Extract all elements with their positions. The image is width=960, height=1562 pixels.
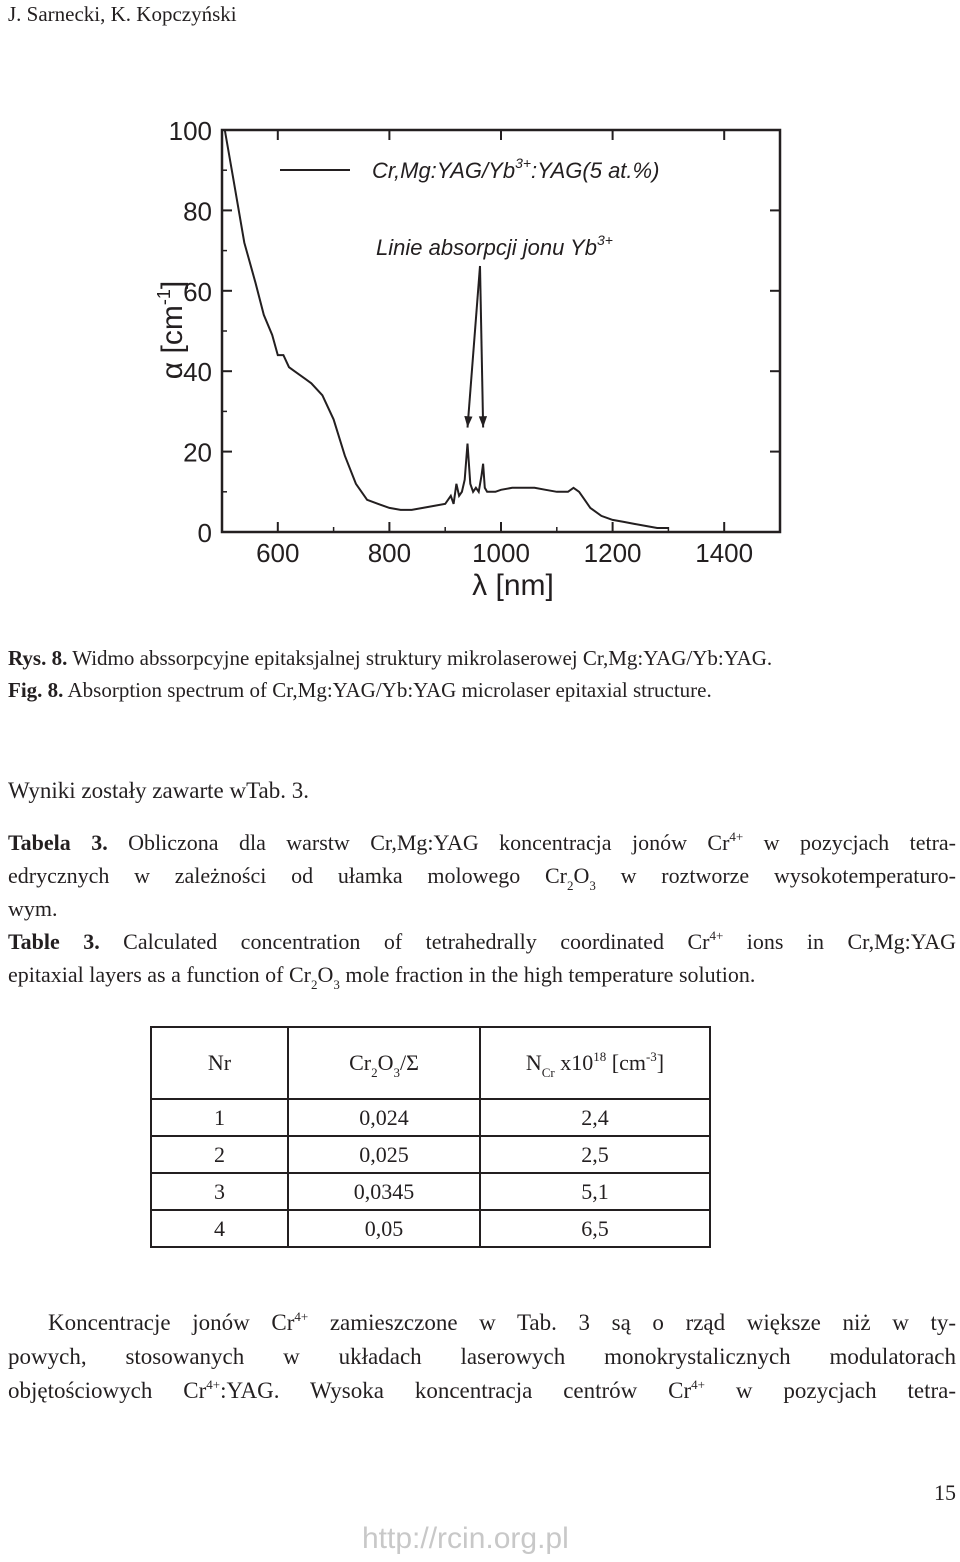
header-concentration: $N_{Cr}$ $x10^{18}$ $[cm^{-3}]$ xyxy=(480,1027,710,1099)
y-tick-label: 80 xyxy=(183,196,212,227)
data-table xyxy=(150,1026,711,1248)
y-tick-label: 20 xyxy=(183,437,212,468)
cell-fraction: 0,0345 xyxy=(288,1173,480,1210)
cell-fraction: 0,024 xyxy=(288,1099,480,1136)
x-tick-label: 1200 xyxy=(583,538,642,568)
x-tick-label: 800 xyxy=(367,538,412,568)
cell-nr: 4 xyxy=(151,1210,288,1247)
cell-nr: 1 xyxy=(151,1099,288,1136)
annotation-label: Linie absorpcji jonu $Yb^{3+}$ xyxy=(376,232,613,260)
y-axis-label: α $[cm^{-1}]$ xyxy=(154,280,189,380)
legend-label: $Cr,Mg:YAG/Yb^{3+}:YAG(5$ at.%) xyxy=(372,155,660,183)
y-tick-label: 40 xyxy=(183,357,212,388)
cell-nr: 3 xyxy=(151,1173,288,1210)
body-paragraph: Koncentracje jonów $Cr^{4+}$ zamieszczone w Tab. 3 są o rząd większe niż w ty- powych, stosowanych w układach laserowych monokrystalicznych modulatorach objętościowych $Cr^{4+}:YAG$. Wysoka koncentracja centrów $Cr^{4+}$ w pozycjach tetra- xyxy=(8,1309,957,1403)
cell-fraction: 0,025 xyxy=(288,1136,480,1173)
cell-concentration: 2,4 xyxy=(480,1099,710,1136)
cell-concentration: 6,5 xyxy=(480,1210,710,1247)
table-row xyxy=(151,1099,710,1136)
series-line xyxy=(225,130,669,528)
table-caption-en: Table 3. Calculated concentration of tetrahedrally coordinated $Cr^{4+}$ ions in Cr,Mg:YAG epitaxial layers as a function of $Cr_2O_3$ mole fraction in the high temperature solution. xyxy=(8,928,956,992)
header-fraction: $Cr_2O_3/\Sigma$ xyxy=(288,1027,480,1099)
plot-frame xyxy=(222,130,780,532)
table-caption-pl: Tabela 3. Obliczona dla warstw Cr,Mg:YAG koncentracja jonów $Cr^{4+}$ w pozycjach tetra- edrycznych w zależności od ułamka molowego $Cr_2O_3$ w roztworze wysokotemperaturo- wym. xyxy=(8,829,956,921)
y-tick-label: 100 xyxy=(168,116,212,146)
table-row xyxy=(151,1210,710,1247)
x-tick-label: 1400 xyxy=(695,538,754,568)
table-row xyxy=(151,1136,710,1173)
intro-sentence: Wyniki zostały zawarte wTab. 3. xyxy=(8,778,310,803)
y-tick-label: 60 xyxy=(183,276,212,307)
running-header: J. Sarnecki, K. Kopczyński xyxy=(8,2,237,26)
x-axis-label: λ [nm] xyxy=(472,569,554,602)
figure-caption-en: Fig. 8. Absorption spectrum of Cr,Mg:YAG/Yb:YAG microlaser epitaxial structure. xyxy=(8,678,712,702)
header-nr: Nr xyxy=(151,1027,288,1099)
source-url[interactable]: http://rcin.org.pl xyxy=(362,1522,569,1555)
annotation-arrow xyxy=(468,266,480,428)
x-tick-label: 600 xyxy=(256,538,300,568)
annotation-arrow xyxy=(480,266,483,428)
table-header-row xyxy=(151,1027,710,1099)
cell-concentration: 5,1 xyxy=(480,1173,710,1210)
x-tick-label: 1000 xyxy=(472,538,530,568)
absorption-spectrum-chart xyxy=(150,70,800,610)
annotation-arrowhead xyxy=(479,416,487,427)
page-number: 15 xyxy=(934,1480,956,1505)
y-tick-label: 0 xyxy=(197,518,212,548)
cell-fraction: 0,05 xyxy=(288,1210,480,1247)
table-row xyxy=(151,1173,710,1210)
cell-concentration: 2,5 xyxy=(480,1136,710,1173)
figure-caption-pl: Rys. 8. Widmo abssorpcyjne epitaksjalnej struktury mikrolaserowej Cr,Mg:YAG/Yb:YAG. xyxy=(8,646,773,670)
cell-nr: 2 xyxy=(151,1136,288,1173)
